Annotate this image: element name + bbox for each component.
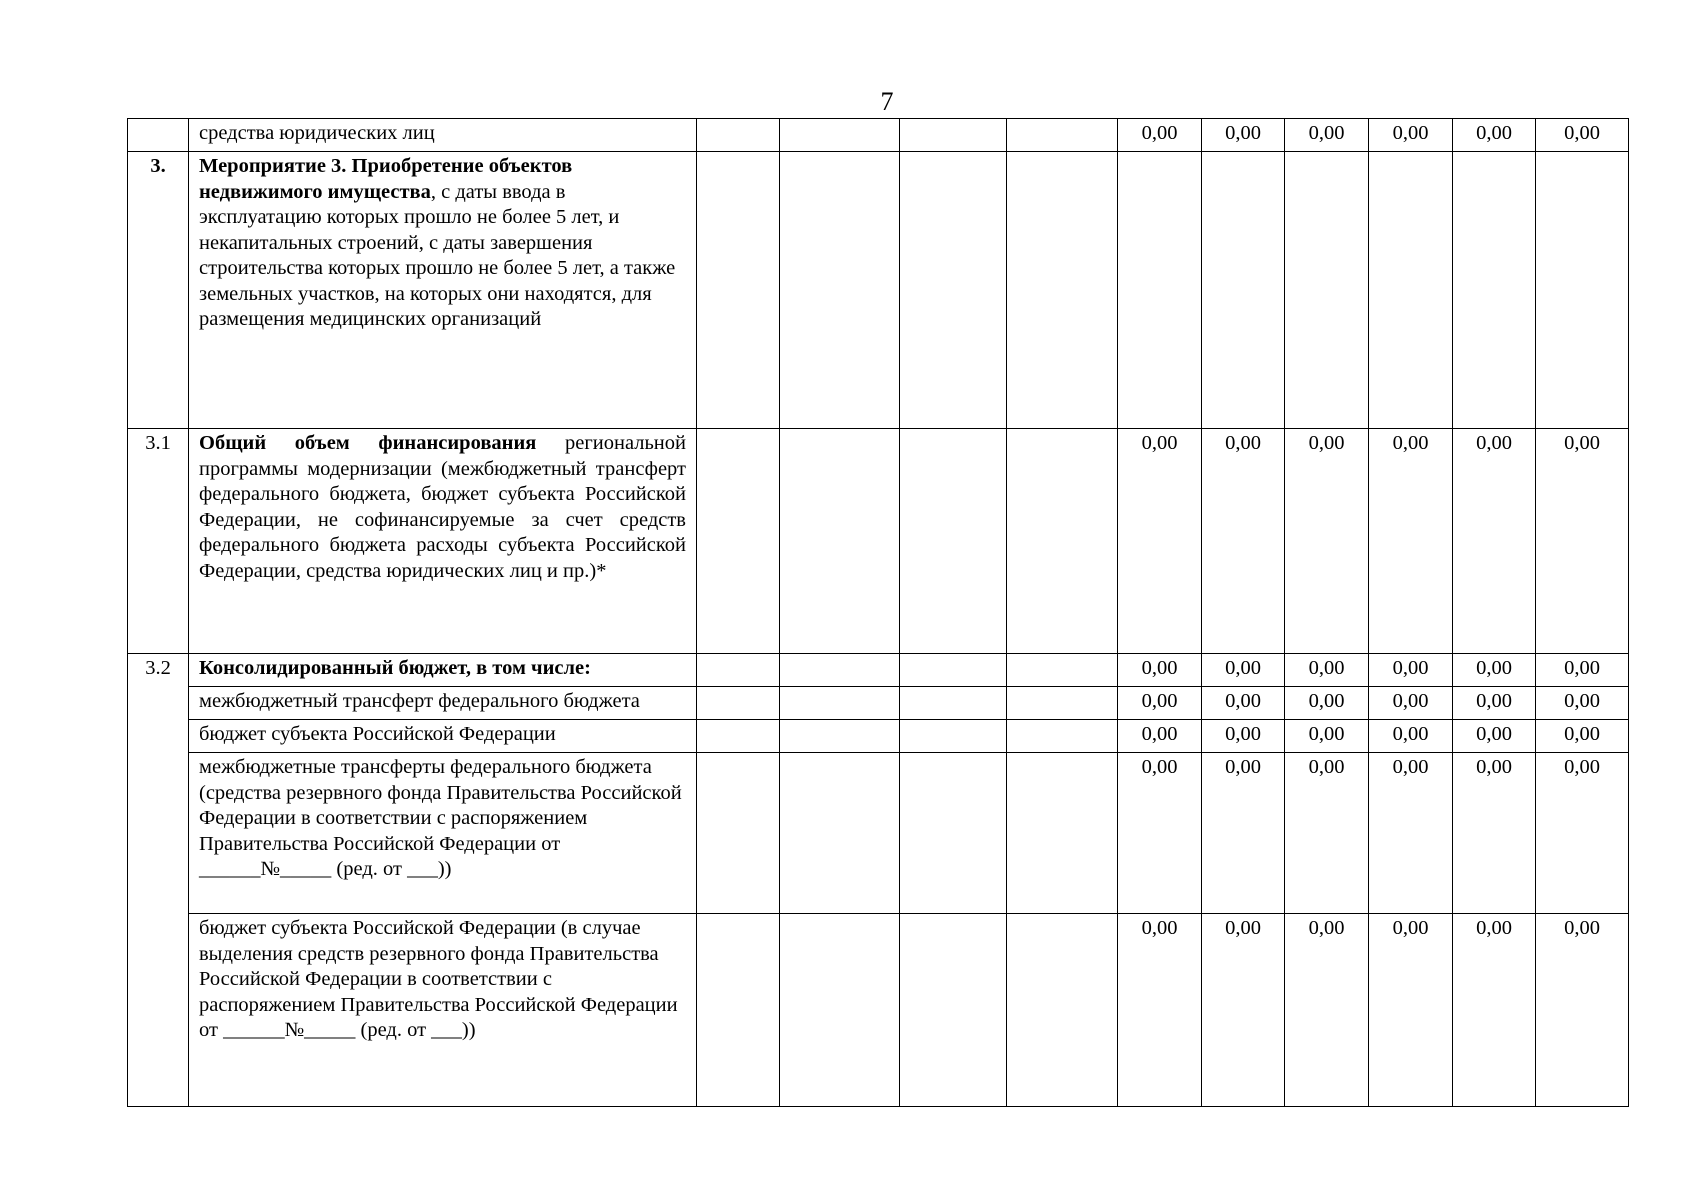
- empty-cell: [1007, 753, 1118, 914]
- value-cell: 0,00: [1536, 654, 1629, 687]
- empty-cell: [697, 753, 780, 914]
- row-description-text: , с даты ввода в эксплуатацию которых прошло не более 5 лет, и некапитальных строений, с даты завершения строительства которых прошло не более 5 лет, а также земельных участков, на которых они находятся, для размещения медицинских организаций: [199, 180, 676, 330]
- value-cell: 0,00: [1285, 753, 1369, 914]
- empty-cell: [900, 687, 1007, 720]
- value-cell: 0,00: [1369, 753, 1453, 914]
- row-description-text: региональной программы модернизации (межбюджетный трансферт федерального бюджета, бюджет субъекта Российской Федерации, не софинансируемые за счет средств федерального бюджета расходы субъекта Российской Федерации, средства юридических лиц и пр.)*: [199, 432, 686, 582]
- value-cell: 0,00: [1202, 753, 1285, 914]
- value-cell: 0,00: [1536, 429, 1629, 654]
- value-cell: 0,00: [1285, 429, 1369, 654]
- table-row: [128, 720, 1629, 753]
- empty-cell: [697, 720, 780, 753]
- row-title-bold: Консолидированный бюджет, в том числе:: [199, 657, 591, 679]
- empty-cell: [1007, 654, 1118, 687]
- value-cell: 0,00: [1453, 654, 1536, 687]
- empty-cell: [697, 119, 780, 152]
- value-cell: 0,00: [1453, 753, 1536, 914]
- row-title-bold: Общий объем финансирования: [199, 432, 537, 454]
- empty-cell: [780, 914, 900, 1107]
- empty-cell: [1453, 152, 1536, 429]
- empty-cell: [900, 654, 1007, 687]
- value-cell: 0,00: [1202, 119, 1285, 152]
- value-cell: 0,00: [1285, 687, 1369, 720]
- value-cell: 0,00: [1453, 119, 1536, 152]
- value-cell: 0,00: [1118, 429, 1202, 654]
- empty-cell: [780, 654, 900, 687]
- empty-cell: [1007, 914, 1118, 1107]
- value-cell: 0,00: [1453, 914, 1536, 1107]
- value-cell: 0,00: [1118, 914, 1202, 1107]
- value-cell: 0,00: [1118, 753, 1202, 914]
- empty-cell: [780, 687, 900, 720]
- row-description: [189, 654, 697, 687]
- empty-cell: [697, 914, 780, 1107]
- value-cell: 0,00: [1202, 654, 1285, 687]
- value-cell: 0,00: [1118, 687, 1202, 720]
- empty-cell: [1118, 152, 1202, 429]
- value-cell: 0,00: [1285, 914, 1369, 1107]
- value-cell: 0,00: [1202, 429, 1285, 654]
- value-cell: 0,00: [1285, 119, 1369, 152]
- value-cell: 0,00: [1453, 720, 1536, 753]
- row-description: бюджет субъекта Российской Федерации: [189, 720, 697, 753]
- page-number: 7: [880, 87, 894, 116]
- empty-cell: [900, 720, 1007, 753]
- value-cell: 0,00: [1369, 654, 1453, 687]
- empty-cell: [1369, 152, 1453, 429]
- value-cell: 0,00: [1285, 654, 1369, 687]
- value-cell: 0,00: [1369, 720, 1453, 753]
- table-row: [128, 152, 1629, 429]
- row-description: средства юридических лиц: [189, 119, 697, 152]
- value-cell: 0,00: [1202, 720, 1285, 753]
- table-row: [128, 119, 1629, 152]
- value-cell: 0,00: [1369, 429, 1453, 654]
- empty-cell: [780, 152, 900, 429]
- table-row: [128, 654, 1629, 687]
- empty-cell: [697, 152, 780, 429]
- row-number-cell: [128, 119, 189, 152]
- value-cell: 0,00: [1285, 720, 1369, 753]
- empty-cell: [697, 654, 780, 687]
- empty-cell: [780, 119, 900, 152]
- value-cell: 0,00: [1536, 914, 1629, 1107]
- value-cell: 0,00: [1369, 687, 1453, 720]
- empty-cell: [697, 687, 780, 720]
- financing-table: [127, 118, 1629, 1107]
- empty-cell: [900, 429, 1007, 654]
- value-cell: 0,00: [1118, 654, 1202, 687]
- empty-cell: [900, 914, 1007, 1107]
- table-row: [128, 914, 1629, 1107]
- empty-cell: [1007, 429, 1118, 654]
- empty-cell: [900, 119, 1007, 152]
- empty-cell: [1536, 152, 1629, 429]
- row-number: 3.: [128, 152, 189, 429]
- row-description: межбюджетные трансферты федерального бюджета (средства резервного фонда Правительства Российской Федерации в соответствии с распоряжением Правительства Российской Федерации от ______№_____ (ред. от ___)): [189, 753, 697, 914]
- empty-cell: [780, 753, 900, 914]
- value-cell: 0,00: [1202, 914, 1285, 1107]
- empty-cell: [1007, 152, 1118, 429]
- value-cell: 0,00: [1453, 429, 1536, 654]
- empty-cell: [1285, 152, 1369, 429]
- empty-cell: [1007, 119, 1118, 152]
- empty-cell: [1007, 720, 1118, 753]
- table-row: [128, 753, 1629, 914]
- row-description: бюджет субъекта Российской Федерации (в случае выделения средств резервного фонда Правительства Российской Федерации в соответствии с распоряжением Правительства Российской Федерации от ______№_____ (ред. от ___)): [189, 914, 697, 1107]
- row-description: [189, 152, 697, 429]
- value-cell: 0,00: [1202, 687, 1285, 720]
- row-description: межбюджетный трансферт федерального бюджета: [189, 687, 697, 720]
- value-cell: 0,00: [1369, 914, 1453, 1107]
- value-cell: 0,00: [1536, 720, 1629, 753]
- empty-cell: [1007, 687, 1118, 720]
- empty-cell: [780, 429, 900, 654]
- value-cell: 0,00: [1536, 753, 1629, 914]
- empty-cell: [780, 720, 900, 753]
- row-number: 3.2: [128, 654, 189, 1107]
- table-row: [128, 687, 1629, 720]
- table-row: [128, 429, 1629, 654]
- empty-cell: [697, 429, 780, 654]
- value-cell: 0,00: [1453, 687, 1536, 720]
- value-cell: 0,00: [1536, 687, 1629, 720]
- value-cell: 0,00: [1369, 119, 1453, 152]
- row-title-bold: Мероприятие 3. Приобретение объектов недвижимого имущества: [199, 155, 573, 203]
- value-cell: 0,00: [1536, 119, 1629, 152]
- empty-cell: [1202, 152, 1285, 429]
- empty-cell: [900, 152, 1007, 429]
- row-number: 3.1: [128, 429, 189, 654]
- empty-cell: [900, 753, 1007, 914]
- row-description: [189, 429, 697, 654]
- value-cell: 0,00: [1118, 119, 1202, 152]
- value-cell: 0,00: [1118, 720, 1202, 753]
